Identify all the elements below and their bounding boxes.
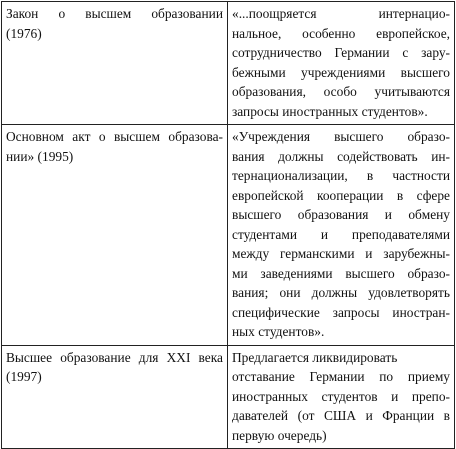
document-cell bbox=[2, 2, 228, 125]
cell-text-line: «...поощряется интернацио- bbox=[232, 6, 450, 21]
cell-text-line: бежными учреждениями высшего bbox=[232, 64, 450, 80]
cell-text-line: иностранных студентов и препо- bbox=[232, 388, 450, 404]
table-row bbox=[2, 125, 455, 346]
cell-text-line: европейской кооперации в сфере bbox=[232, 187, 450, 203]
cell-text-line: «Учреждения высшего образо- bbox=[232, 129, 450, 144]
table-row bbox=[2, 345, 455, 449]
cell-text-line: (1976) bbox=[6, 25, 42, 41]
content-cell bbox=[228, 125, 455, 346]
law-comparison-table bbox=[1, 1, 455, 449]
cell-text-line: (1997) bbox=[6, 369, 42, 384]
cell-text-line: давателей (от США и Франции в bbox=[232, 408, 450, 423]
cell-text-line: вания; они должны удовлетворять bbox=[232, 285, 450, 300]
cell-text-line: образования, особо учитываются bbox=[232, 84, 450, 99]
cell-text-line: нии» (1995) bbox=[6, 148, 74, 164]
cell-text-line: первую очередь) bbox=[232, 427, 327, 443]
cell-text-line: запросы иностранных студентов». bbox=[232, 103, 428, 119]
cell-text-line: тернационализации, в частности bbox=[232, 168, 450, 183]
cell-text-line: специфические запросы иностран- bbox=[232, 304, 450, 320]
document-cell bbox=[2, 125, 228, 346]
cell-text-line: Высшее образование для XXI века bbox=[6, 349, 223, 365]
content-cell bbox=[228, 2, 455, 125]
cell-text-line: Предлагается ликвидировать bbox=[232, 349, 398, 365]
cell-text-line: отставание Германии по приему bbox=[232, 369, 450, 384]
document-cell bbox=[2, 345, 228, 449]
cell-text-line: вания должны содействовать ин- bbox=[232, 148, 450, 164]
cell-text-line: ми заведениями высшего образо- bbox=[232, 265, 450, 281]
table-row bbox=[2, 2, 455, 125]
cell-text-line: сотрудничество Германии с зару- bbox=[232, 45, 450, 60]
cell-text-line: между германскими и зарубежны- bbox=[232, 246, 450, 261]
cell-text-line: нальное, особенно европейское, bbox=[232, 25, 450, 41]
cell-text-line: высшего образования и обмену bbox=[232, 207, 450, 222]
content-cell bbox=[228, 345, 455, 449]
cell-text-line: студентами и преподавателями bbox=[232, 226, 450, 242]
cell-text-line: Закон о высшем образовании bbox=[6, 6, 223, 21]
cell-text-line: Основном акт о высшем образова- bbox=[6, 129, 223, 144]
cell-text-line: ных студентов». bbox=[232, 324, 325, 339]
